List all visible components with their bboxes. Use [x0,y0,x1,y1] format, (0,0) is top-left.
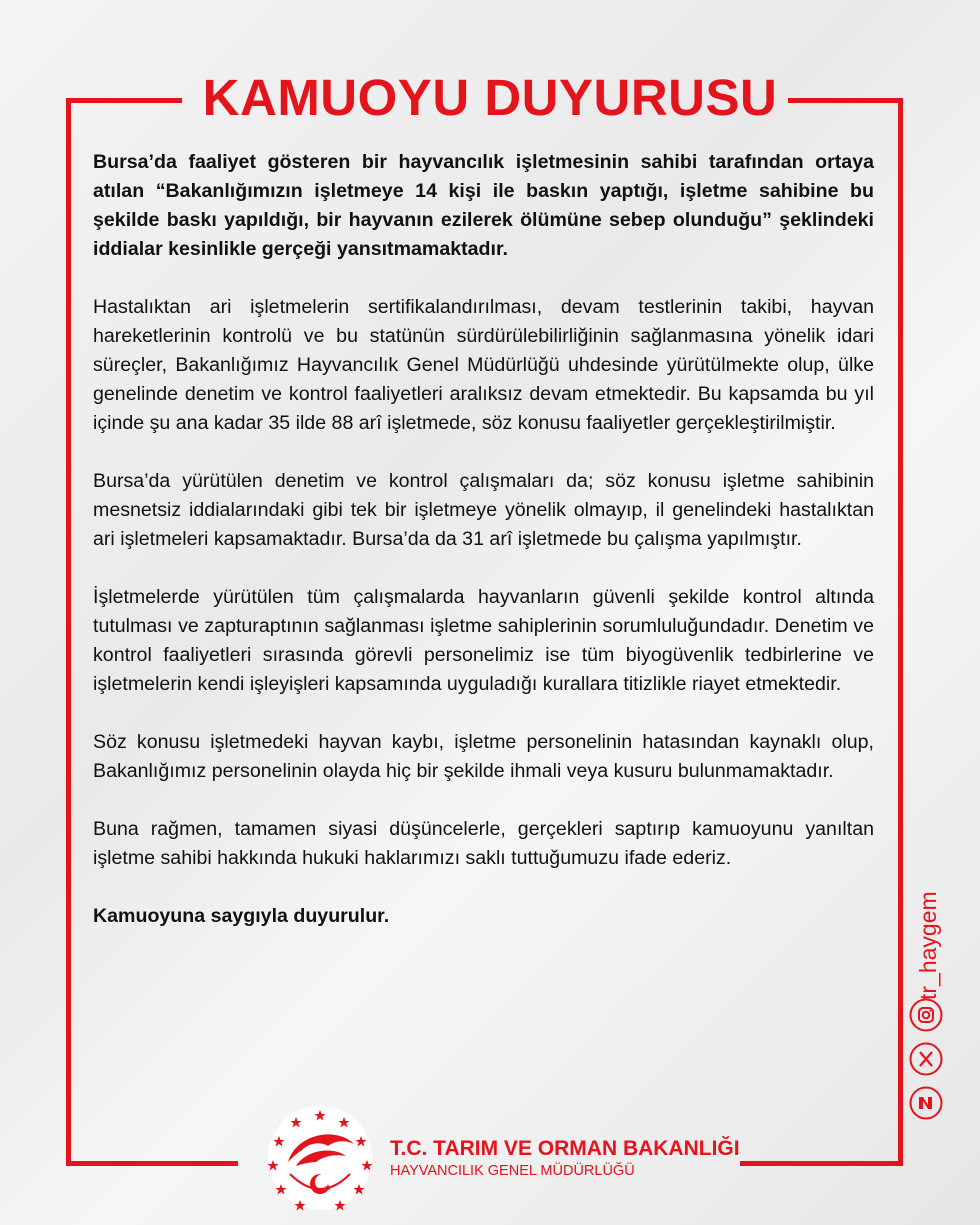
department-name: HAYVANCILIK GENEL MÜDÜRLÜĞÜ [390,1163,635,1179]
paragraph-4: İşletmelerde yürütülen tüm çalışmalarda hayvanların güvenli şekilde kontrol altında tutulması ve zapturaptının sağlanması işletme sahiplerinin sorumluluğundadır. Denetim ve kontrol faaliyetleri sırasında görevli personelimiz ise tüm biyogüvenlik tedbirlerine ve işletmelerin kendi işleyişleri kapsamında uyguladığı kurallara titizlikle riayet etmektedir. [93,586,874,695]
paragraph-5: Söz konusu işletmedeki hayvan kaybı, işletme personelinin hatasından kaynaklı olup, Bakanlığımız personelinin olayda hiç bir şekilde ihmali veya kusuru bulunmamaktadır. [93,731,874,782]
nsosyal-icon[interactable] [909,1086,943,1120]
instagram-icon[interactable] [909,998,943,1032]
closing-line: Kamuoyuna saygıyla duyurulur. [93,905,390,927]
paragraph-6: Buna rağmen, tamamen siyasi düşüncelerle, gerçekleri saptırıp kamuoyunu yanıltan işletme sahibi hakkında hukuki haklarımızı saklı tuttuğumuzu ifade ederiz. [93,818,874,869]
x-icon[interactable] [909,1042,943,1076]
frame-top-right [788,98,903,103]
social-handle[interactable]: tr_haygem [915,891,941,1000]
frame-top-left [66,98,182,103]
announcement-body [93,148,874,960]
frame-right [898,98,903,1166]
paragraph-3: Bursa’da yürütülen denetim ve kontrol çalışmaları da; söz konusu işletme sahibinin mesnetsiz iddialarındaki gibi tek bir işletmeye yönelik olmayıp, il genelindeki hastalıktan ari işletmeleri kapsamaktadır. Bursa’da da 31 arî işletmede bu çalışma yapılmıştır. [93,470,874,550]
ministry-name: T.C. TARIM VE ORMAN BAKANLIĞI [390,1137,740,1160]
frame-bottom-right [740,1161,903,1166]
frame-bottom-left [66,1161,238,1166]
paragraph-2: Hastalıktan ari işletmelerin sertifikalandırılması, devam testlerinin takibi, hayvan hareketlerinin kontrolü ve bu statünün sürdürülebilirliğinin sağlanmasına yönelik idari süreçler, Bakanlığımız Hayvancılık Genel Müdürlüğü uhdesinde yürütülmekte olup, ülke genelinde denetim ve kontrol faaliyetleri aralıksız devam etmektedir. Bu kapsamda bu yıl içinde şu ana kadar 35 ilde 88 arî işletmede, söz konusu faaliyetler gerçekleştirilmiştir. [93,296,874,434]
frame-left [66,98,71,1166]
paragraph-1: Bursa’da faaliyet gösteren bir hayvancılık işletmesinin sahibi tarafından ortaya atılan “Bakanlığımızın işletmeye 14 kişi ile baskın yaptığı, işletme sahibine bu şekilde baskı yapıldığı, bir hayvanın ezilerek ölümüne sebep olunduğu” şeklindeki iddialar kesinlikle gerçeği yansıtmamaktadır. [93,151,874,260]
ministry-emblem-logo [266,1104,374,1212]
page-title: KAMUOYU DUYURUSU [202,69,778,126]
